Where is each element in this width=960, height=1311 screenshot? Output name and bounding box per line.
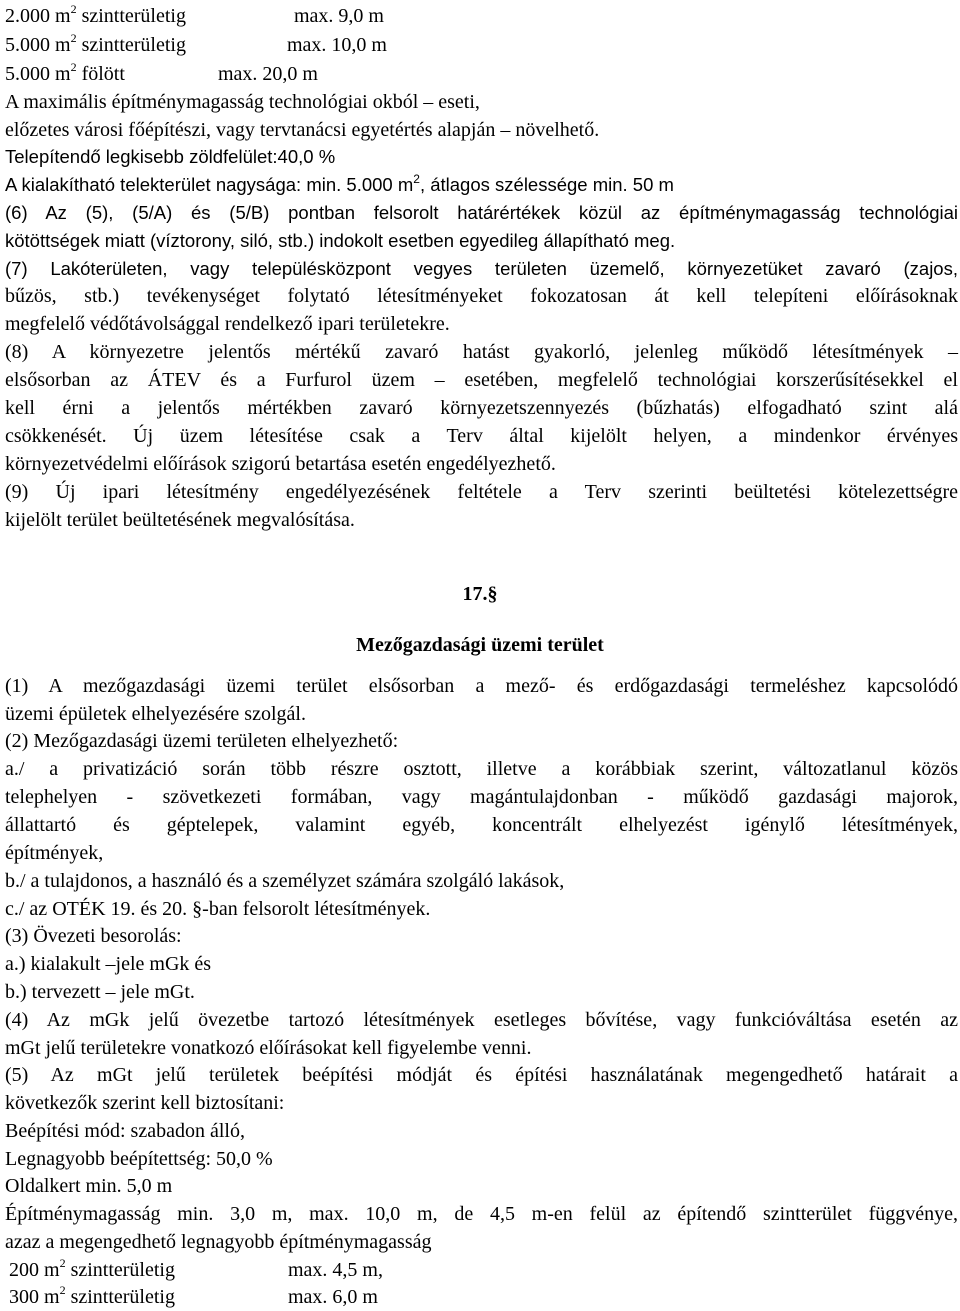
paragraph-8-line: elsősorban az ÁTEV és a Furfurol üzem – esetében, megfelelő technológiai korszerűsítésekkel el (5, 369, 958, 391)
paragraph-7-line: megfelelő védőtávolsággal rendelkező ipari területekre. (5, 313, 450, 335)
row-area: 5.000 m (5, 63, 71, 85)
height-row (9, 1283, 960, 1311)
section-5-line: Építménymagasság min. 3,0 m, max. 10,0 m, de 4,5 m-en felül az építendő szintterület függvénye, (5, 1203, 958, 1225)
paragraph-8-line: kell érni a jelentős mértékben zavaró környezetszennyezés (bűzhatás) elfogadható szint alá (5, 397, 958, 419)
paragraph-6-line: kötöttségek miatt (víztorony, siló, stb.) indokolt esetben egyedileg állapítható meg. (5, 230, 676, 251)
section-2-line: építmények, (5, 842, 104, 864)
section-3-heading: (3) Övezeti besorolás: (5, 925, 182, 947)
section-3-line: a.) kialakult –jele mGk és (5, 953, 212, 975)
section-2-line: állattartó és géptelepek, valamint egyéb, koncentrált elhelyezést igénylő létesítmények, (5, 814, 958, 836)
section-5-line: Legnagyobb beépítettség: 50,0 % (5, 1148, 273, 1170)
paragraph-7-line: (7) Lakóterületen, vagy településközpont vegyes területen üzemelő, környezetüket zavaró (zajos, (5, 258, 958, 279)
lot-width-text (420, 174, 674, 195)
text-line: A maximális építménymagasság technológiai okból – eseti, (5, 91, 480, 113)
row-limit: max. 10,0 m (287, 34, 387, 56)
row-area: 2.000 m (5, 5, 71, 27)
section-4-line: mGt jelű területekre vonatkozó előírásokat kell figyelembe venni. (5, 1037, 532, 1059)
section-2-line: c./ az OTÉK 19. és 20. §-ban felsorolt létesítmények. (5, 898, 431, 920)
lot-size-sup: 2 (413, 171, 420, 186)
row-area-sup: 2 (70, 60, 77, 75)
row-limit: max. 4,5 m, (288, 1259, 383, 1281)
paragraph-7-line: bűzös, stb.) tevékenységet folytató létesítményeket fokozatosan át kell telepíteni előírásoknak (5, 285, 958, 307)
row-label: fölött (76, 63, 125, 85)
row-label: szintterületig (76, 34, 186, 56)
section-4-line: (4) Az mGk jelű övezetbe tartozó létesítmények esetleges bővítése, vagy funkcióváltása esetén az (5, 1009, 958, 1031)
row-area-sup: 2 (70, 2, 77, 17)
height-row (5, 31, 958, 59)
section-5-line: következők szerint kell biztosítani: (5, 1092, 285, 1114)
row-limit: max. 9,0 m (294, 5, 384, 27)
row-area-sup: 2 (59, 1256, 66, 1271)
paragraph-8-line: csökkenését. Új üzem létesítése csak a Terv által kijelölt helyen, a mindenkor érvényes (5, 425, 958, 447)
section-2-line: b./ a tulajdonos, a használó és a személyzet számára szolgáló lakások, (5, 870, 565, 892)
row-limit: max. 20,0 m (218, 63, 318, 85)
section-1-line: üzemi épületek elhelyezésére szolgál. (5, 703, 306, 725)
text-line: előzetes városi főépítészi, vagy tervtanácsi egyetértés alapján – növelhető. (5, 119, 600, 141)
row-area-sup: 2 (59, 1283, 66, 1298)
lot-size-text: A kialakítható telekterület nagysága: min. 5.000 m (5, 174, 414, 195)
row-area: 300 m (9, 1286, 60, 1308)
text-line: Telepítendő legkisebb zöldfelület:40,0 % (5, 146, 336, 167)
paragraph-8-line: (8) A környezetre jelentős mértékű zavaró hatást gyakorló, jelenleg működő létesítmények – (5, 341, 958, 363)
section-5-line: Beépítési mód: szabadon álló, (5, 1120, 245, 1142)
row-label: szintterületig (65, 1259, 175, 1281)
section-2-heading: (2) Mezőgazdasági üzemi területen elhelyezhető: (5, 730, 399, 752)
section-5-line: (5) Az mGt jelű területek beépítési módját és építési használatának megengedhető határait a (5, 1064, 958, 1086)
row-label: szintterületig (76, 5, 186, 27)
paragraph-6-line: (6) Az (5), (5/A) és (5/B) pontban felsorolt határértékek közül az építménymagasság technológiai (5, 202, 958, 223)
paragraph-9-line: kijelölt terület beültetésének megvalósítása. (5, 509, 355, 531)
height-row (5, 2, 958, 30)
row-area-sup: 2 (70, 31, 77, 46)
paragraph-8-line: környezetvédelmi előírások szigorú betartása esetén engedélyezhető. (5, 453, 556, 475)
section-2-line: telephelyen - szövetkezeti formában, vagy magántulajdonban - működő gazdasági majorok, (5, 786, 958, 808)
section-number: 17.§ (462, 583, 498, 605)
lot-width-value: , átlagos szélessége min. 50 m (419, 174, 674, 195)
section-2-line: a./ a privatizáció során több részre osztott, illetve a korábbiak szerint, változatlanul közös (5, 758, 958, 780)
paragraph-9-line: (9) Új ipari létesítmény engedélyezésének feltétele a Terv szerinti beültetési kötelezettségre (5, 481, 958, 503)
row-label: szintterületig (65, 1286, 175, 1308)
height-row (5, 60, 958, 88)
section-title: Mezőgazdasági üzemi terület (356, 634, 604, 656)
section-3-line: b.) tervezett – jele mGt. (5, 981, 195, 1003)
row-limit: max. 6,0 m (288, 1286, 378, 1308)
section-5-line: Oldalkert min. 5,0 m (5, 1175, 173, 1197)
section-5-line: azaz a megengedhető legnagyobb építménymagasság (5, 1231, 432, 1253)
section-1-line: (1) A mezőgazdasági üzemi terület elsősorban a mező- és erdőgazdasági termeléshez kapcsolódó (5, 675, 958, 697)
height-row (9, 1256, 960, 1284)
text-line (5, 171, 958, 199)
row-area: 5.000 m (5, 34, 71, 56)
row-area: 200 m (9, 1259, 60, 1281)
